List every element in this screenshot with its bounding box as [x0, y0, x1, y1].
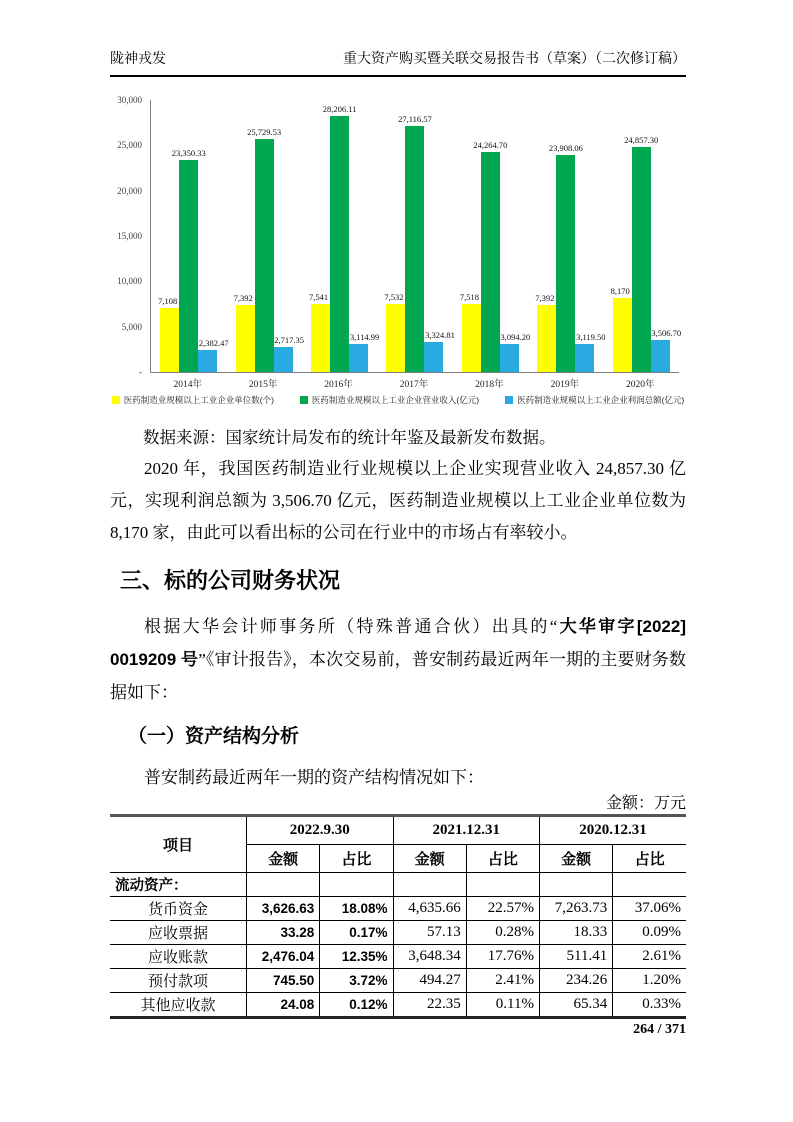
cell-value: [320, 873, 393, 897]
bar-series3-2014年: [198, 350, 217, 372]
table-row: [110, 993, 686, 1018]
cell-value: 2.41%: [466, 969, 539, 993]
cell-value: 3,648.34: [393, 945, 466, 969]
cell-value: 1.20%: [613, 969, 686, 993]
row-label: 应收账款: [110, 945, 247, 969]
bar-value-label: 7,108: [158, 295, 178, 306]
row-label: 应收票据: [110, 921, 247, 945]
cell-value: 234.26: [540, 969, 613, 993]
cell-value: 3.72%: [320, 969, 393, 993]
bar-group-2016年: [302, 100, 380, 372]
y-tick-label: 10,000: [117, 276, 142, 287]
bar-series2-2016年: [330, 116, 349, 372]
bar-value-label: 7,532: [384, 291, 404, 302]
cell-value: 0.17%: [320, 921, 393, 945]
y-tick-label: -: [139, 367, 142, 377]
audit-paragraph-prefix: 根据大华会计师事务所（特殊普通合伙）出具的“: [144, 617, 558, 636]
legend-label: 医药制造业规模以上工业企业营业收入(亿元): [311, 395, 480, 405]
bar-series1-2019年: [537, 305, 556, 372]
cell-value: [247, 873, 320, 897]
x-tick-label: 2016年: [324, 380, 353, 390]
industry-bar-chart: [110, 88, 686, 418]
cell-value: 12.35%: [320, 945, 393, 969]
cell-value: 7,263.73: [540, 897, 613, 921]
cell-value: 0.11%: [466, 993, 539, 1018]
bar-group-2017年: [377, 100, 455, 372]
bar-group-2018年: [453, 100, 531, 372]
bar-series3-2018年: [500, 344, 519, 372]
audit-paragraph: [110, 610, 686, 709]
table-header-period: 2020.12.31: [540, 816, 687, 845]
row-label: 货币资金: [110, 897, 247, 921]
cell-value: 57.13: [393, 921, 466, 945]
cell-value: 65.34: [540, 993, 613, 1018]
x-tick-label: 2019年: [550, 380, 580, 390]
cell-value: 511.41: [540, 945, 613, 969]
cell-value: [540, 873, 613, 897]
bar-series1-2015年: [236, 305, 255, 372]
y-tick-label: 25,000: [117, 140, 142, 151]
cell-value: 0.28%: [466, 921, 539, 945]
bar-series1-2018年: [462, 304, 481, 372]
bar-value-label: 3,094.20: [500, 331, 531, 342]
cell-value: 22.57%: [466, 897, 539, 921]
cell-value: 33.28: [247, 921, 320, 945]
y-tick-label: 20,000: [117, 185, 142, 196]
table-row: [110, 897, 686, 921]
bar-series1-2020年: [613, 298, 632, 372]
table-subheader: 金额: [247, 845, 320, 873]
bar-value-label: 23,908.06: [548, 143, 583, 154]
cell-value: 0.33%: [613, 993, 686, 1018]
x-tick-label: 2017年: [399, 380, 429, 390]
bar-group-2014年: [151, 100, 229, 372]
table-subheader: 占比: [613, 845, 686, 873]
industry-paragraph: 2020 年，我国医药制造业行业规模以上企业实现营业收入 24,857.30 亿元，实现利润总额为 3,506.70 亿元，医药制造业规模以上工业企业单位数为 8,170 家，由此可以看出标的公司在行业中的市场占有率较小。: [110, 459, 686, 542]
bar-value-label: 3,119.50: [576, 331, 606, 342]
legend-swatch-icon: [505, 396, 513, 404]
chart-plot-area: [150, 100, 682, 373]
bar-value-label: 25,729.53: [247, 126, 282, 137]
asset-structure-table: [110, 814, 686, 1019]
bar-series2-2014年: [179, 160, 198, 372]
bar-series1-2016年: [311, 304, 330, 372]
table-subheader: 占比: [466, 845, 539, 873]
bar-group-2020年: [604, 100, 682, 372]
bar-value-label: 24,857.30: [624, 134, 659, 145]
table-subheader: 金额: [540, 845, 613, 873]
cell-value: 494.27: [393, 969, 466, 993]
x-tick-label: 2018年: [475, 380, 504, 390]
bar-series2-2020年: [632, 147, 651, 372]
bar-value-label: 24,264.70: [473, 140, 508, 151]
bar-value-label: 28,206.11: [322, 104, 357, 115]
cell-value: 2.61%: [613, 945, 686, 969]
legend-item: [300, 394, 479, 406]
bar-value-label: 2,382.47: [198, 338, 229, 349]
bar-series3-2020年: [651, 340, 670, 372]
row-label: 预付款项: [110, 969, 247, 993]
cell-value: 17.76%: [466, 945, 539, 969]
table-header-period: 2021.12.31: [393, 816, 540, 845]
table-row: [110, 921, 686, 945]
cell-value: 0.09%: [613, 921, 686, 945]
cell-value: 24.08: [247, 993, 320, 1018]
y-tick-label: 30,000: [117, 95, 142, 105]
cell-value: [613, 873, 686, 897]
bar-value-label: 3,506.70: [651, 328, 682, 339]
y-tick-label: 15,000: [117, 231, 142, 241]
cell-value: 4,635.66: [393, 897, 466, 921]
bar-value-label: 2,717.35: [274, 335, 304, 346]
header-left-text: 陇神戎发: [110, 52, 166, 67]
chart-x-axis: [150, 376, 678, 390]
page-number: 264 / 371: [633, 1022, 686, 1037]
row-label: 其他应收款: [110, 993, 247, 1018]
bar-value-label: 27,116.57: [398, 114, 432, 125]
asset-intro-paragraph: 普安制药最近两年一期的资产结构情况如下：: [144, 768, 484, 787]
bar-series2-2015年: [255, 139, 274, 372]
bar-value-label: 8,170: [610, 285, 630, 296]
cell-value: 2,476.04: [247, 945, 320, 969]
cell-value: [393, 873, 466, 897]
bar-series2-2018年: [481, 152, 500, 372]
bar-series1-2017年: [386, 304, 405, 372]
legend-item: [112, 394, 274, 406]
table-subheader: 金额: [393, 845, 466, 873]
bar-value-label: 3,114.99: [349, 331, 380, 342]
x-tick-label: 2020年: [625, 380, 655, 390]
y-tick-label: 5,000: [121, 321, 142, 332]
legend-swatch-icon: [300, 396, 308, 404]
row-label: 流动资产：: [110, 873, 247, 897]
chart-legend: [110, 394, 686, 406]
table-header-item: 项目: [110, 816, 247, 873]
chart-y-axis: [110, 95, 145, 377]
bar-series2-2019年: [556, 155, 575, 372]
audit-paragraph-suffix: ”《审计报告》，本次交易前，普安制药最近两年一期的主要财务数据如下：: [110, 650, 687, 702]
bar-group-2015年: [226, 100, 304, 372]
bar-value-label: 7,541: [308, 291, 329, 302]
x-tick-label: 2015年: [248, 380, 278, 390]
bar-group-2019年: [528, 100, 606, 372]
table-header-period: 2022.9.30: [247, 816, 394, 845]
audit-report-number: 大华审字[2022] 0019209 号: [110, 617, 687, 669]
cell-value: 22.35: [393, 993, 466, 1018]
bar-series3-2019年: [575, 344, 594, 372]
bar-value-label: 7,392: [233, 292, 253, 303]
table-row: [110, 969, 686, 993]
bar-value-label: 3,324.81: [425, 329, 455, 340]
bar-series3-2016年: [349, 344, 368, 372]
bar-series3-2015年: [274, 347, 293, 372]
legend-swatch-icon: [112, 396, 120, 404]
legend-label: 医药制造业规模以上工业企业利润总额(亿元): [517, 395, 685, 405]
table-subheader: 占比: [320, 845, 393, 873]
data-source-note: 数据来源：国家统计局发布的统计年鉴及最新发布数据。: [143, 428, 556, 447]
legend-item: [505, 394, 684, 406]
unit-note: 金额：万元: [605, 795, 686, 812]
bar-value-label: 23,350.33: [171, 148, 206, 159]
legend-label: 医药制造业规模以上工业企业单位数(个): [123, 395, 274, 405]
table-row: [110, 873, 686, 897]
cell-value: 0.12%: [320, 993, 393, 1018]
cell-value: 3,626.63: [247, 897, 320, 921]
cell-value: [466, 873, 539, 897]
bar-value-label: 7,518: [459, 291, 479, 302]
bar-series1-2014年: [160, 308, 179, 372]
bar-series3-2017年: [424, 342, 443, 372]
cell-value: 18.08%: [320, 897, 393, 921]
cell-value: 37.06%: [613, 897, 686, 921]
cell-value: 18.33: [540, 921, 613, 945]
subsection-heading: （一）资产结构分析: [128, 726, 300, 747]
header-right-text: 重大资产购买暨关联交易报告书（草案）（二次修订稿）: [343, 52, 686, 67]
table-row: [110, 945, 686, 969]
cell-value: 745.50: [247, 969, 320, 993]
bar-series2-2017年: [405, 126, 424, 372]
page-header: [110, 48, 686, 77]
section-heading: 三、标的公司财务状况: [120, 568, 341, 593]
bar-value-label: 7,392: [535, 292, 555, 303]
x-tick-label: 2014年: [173, 380, 202, 390]
